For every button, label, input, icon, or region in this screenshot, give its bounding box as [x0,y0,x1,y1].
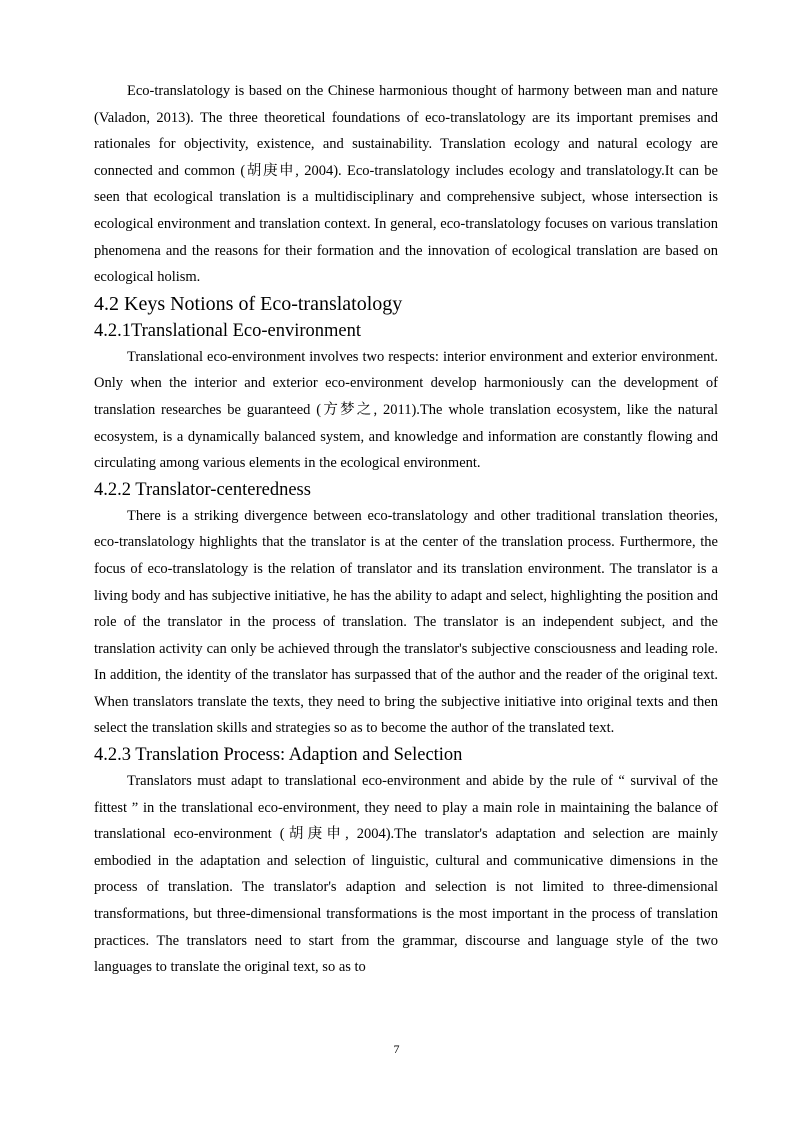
translator-centeredness-paragraph: There is a striking divergence between eco-translatology and other traditional translation theories, eco-translatology highlights that the translator is at the center of the translation process. Furthermore, the focus of eco-translatology is the relation of translator and its translation environment. The translator is a living body and has subjective initiative, he has the ability to adapt and select, highlighting the position and role of the translator in the process of translation. The translator is an independent subject, and the translation activity can only be achieved through the translator's subjective consciousness and leading role. In addition, the identity of the translator has surpassed that of the author and the reader of the original text. When translators translate the texts, they need to bring the subjective initiative into original texts and then select the translation skills and strategies so as to become the author of the translated text. [94,507,718,737]
eco-environment-paragraph: Translational eco-environment involves two respects: interior environment and exterior environment. Only when the interior and exterior eco-environment develop harmoniously can the development of translation researches be guaranteed (方梦之, 2011).The whole translation ecosystem, like the natural ecosystem, is a dynamically balanced system, and knowledge and information are constantly flowing and circulating among various elements in the ecological environment. [94,348,718,472]
section-heading-4-2-2: 4.2.2 Translator-centeredness [94,479,311,500]
page-body [94,78,718,981]
intro-paragraph: Eco-translatology is based on the Chinese harmonious thought of harmony between man and nature (Valadon, 2013). The three theoretical foundations of eco-translatology are its important premises and rationales for objectivity, existence, and sustainability. Translation ecology and natural ecology are connected and common (胡庚申, 2004). Eco-translatology includes ecology and translatology.It can be seen that ecological translation is a multidisciplinary and comprehensive subject, whose intersection is ecological environment and translation context. In general, eco-translatology focuses on various translation phenomena and the reasons for their formation and the innovation of ecological translation are based on ecological holism. [94,83,718,286]
adaption-selection-paragraph: Translators must adapt to translational eco-environment and abide by the rule of “ survival of the fittest ” in the translational eco-environment, they need to play a main role in maintaining the balance of translational eco-environment (胡庚申, 2004).The translator's adaptation and selection are mainly embodied in the adaptation and selection of linguistic, cultural and communicative dimensions in the process of translation. The translator's adaption and selection is not limited to three-dimensional transformations, but three-dimensional transformations is the most important in the process of translation practices. The translators need to start from the grammar, discourse and language style of the two languages to translate the original text, so as to [94,773,718,976]
section-heading-4-2-1: 4.2.1Translational Eco-environment [94,320,362,341]
section-heading-4-2: 4.2 Keys Notions of Eco-translatology [94,292,403,315]
page-number: 7 [393,1042,400,1056]
section-heading-4-2-3: 4.2.3 Translation Process: Adaption and Selection [94,745,463,766]
